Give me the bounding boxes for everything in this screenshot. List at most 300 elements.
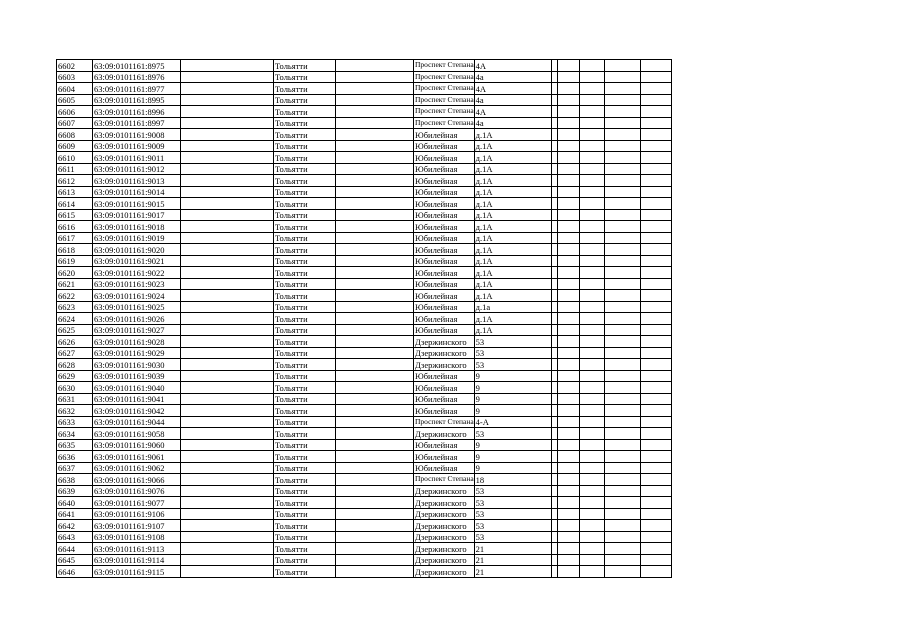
cell-number: 6624 [57,313,93,325]
cell-empty [640,267,671,279]
cell-house: 21 [474,566,551,578]
cell-number: 6621 [57,278,93,290]
cell-empty [557,186,579,198]
cell-empty [640,462,671,474]
cell-empty [579,347,604,359]
cell-empty [336,554,414,566]
cell-empty [336,474,414,486]
cell-empty [640,140,671,152]
cell-empty [579,508,604,520]
cell-number: 6637 [57,462,93,474]
cell-empty [579,359,604,371]
cell-house: д.1А [474,267,551,279]
cell-empty [579,175,604,187]
cell-cadastral: 63:09:0101161:9106 [93,508,181,520]
cell-empty [336,520,414,532]
cell-street: Дзержинского [414,359,475,371]
cell-empty [557,221,579,233]
cell-empty [557,175,579,187]
cell-empty [604,451,640,463]
cell-city: Тольятти [274,278,336,290]
cell-empty [336,508,414,520]
cell-empty [557,94,579,106]
cell-empty [557,485,579,497]
cell-street: Юбилейная [414,405,475,417]
table-row [57,313,672,325]
cell-house: 9 [474,451,551,463]
cell-street: Проспект Степана [415,416,474,426]
cell-street: Дзержинского [414,566,475,578]
cell-number: 6646 [57,566,93,578]
cell-empty [181,175,274,187]
cell-city: Тольятти [274,163,336,175]
cell-number: 6633 [57,416,93,428]
table-row [57,290,672,302]
cell-number: 6638 [57,474,93,486]
cell-empty [604,117,640,129]
cell-empty [640,393,671,405]
cell-empty [336,451,414,463]
cell-street: Дзержинского [414,531,475,543]
cell-empty [336,405,414,417]
cell-empty [181,474,274,486]
cell-empty [557,462,579,474]
cell-street: Дзержинского [414,520,475,532]
cell-empty [181,485,274,497]
cell-empty [604,393,640,405]
cell-city: Тольятти [274,267,336,279]
cell-empty [336,129,414,141]
cell-empty [557,71,579,83]
cell-empty [557,359,579,371]
cell-empty [579,462,604,474]
cell-house: 18 [474,474,551,486]
cell-cadastral: 63:09:0101161:9025 [93,301,181,313]
cell-empty [181,531,274,543]
cell-empty [579,278,604,290]
cell-empty [640,474,671,486]
cell-cadastral: 63:09:0101161:9014 [93,186,181,198]
cell-street: Юбилейная [414,301,475,313]
cell-number: 6618 [57,244,93,256]
cell-empty [604,508,640,520]
cell-empty [557,439,579,451]
cell-empty [557,198,579,210]
cell-city: Тольятти [274,531,336,543]
cell-empty [181,301,274,313]
cell-empty [181,60,274,72]
cell-empty [557,255,579,267]
cell-cadastral: 63:09:0101161:9023 [93,278,181,290]
cell-empty [557,370,579,382]
cell-city: Тольятти [274,140,336,152]
cell-empty [181,94,274,106]
cell-city: Тольятти [274,324,336,336]
cell-cadastral: 63:09:0101161:9021 [93,255,181,267]
cell-house: 53 [474,485,551,497]
cell-city: Тольятти [274,405,336,417]
cell-city: Тольятти [274,232,336,244]
cell-city: Тольятти [274,416,336,428]
cell-empty [579,313,604,325]
cell-empty [604,347,640,359]
cell-number: 6622 [57,290,93,302]
cell-house: 53 [474,520,551,532]
cell-number: 6630 [57,382,93,394]
cell-empty [181,382,274,394]
cell-empty [604,359,640,371]
table-row [57,221,672,233]
cell-city: Тольятти [274,474,336,486]
cell-cadastral: 63:09:0101161:9008 [93,129,181,141]
cell-city: Тольятти [274,439,336,451]
cell-city: Тольятти [274,71,336,83]
table-row [57,255,672,267]
cell-house: 9 [474,382,551,394]
cell-cadastral: 63:09:0101161:9020 [93,244,181,256]
cell-street: Юбилейная [414,290,475,302]
cell-street: Юбилейная [414,232,475,244]
cell-street: Юбилейная [414,140,475,152]
table-row [57,347,672,359]
cell-empty [640,347,671,359]
cell-street: Проспект Степана [415,71,474,81]
cell-empty [181,278,274,290]
cell-empty [579,163,604,175]
cell-cadastral: 63:09:0101161:8976 [93,71,181,83]
cell-empty [557,336,579,348]
table-row [57,370,672,382]
cell-cadastral: 63:09:0101161:9009 [93,140,181,152]
cell-house: 21 [474,554,551,566]
cell-empty [336,60,414,72]
cell-empty [640,71,671,83]
table-row [57,359,672,371]
cell-empty [336,175,414,187]
cell-number: 6620 [57,267,93,279]
cell-empty [336,336,414,348]
cell-street: Юбилейная [414,370,475,382]
cell-house: 53 [474,347,551,359]
table-row [57,267,672,279]
cell-empty [181,405,274,417]
cell-empty [640,451,671,463]
cell-empty [181,71,274,83]
cell-empty [181,439,274,451]
table-row [57,439,672,451]
cell-empty [604,60,640,72]
cell-empty [336,221,414,233]
cell-number: 6629 [57,370,93,382]
table-row [57,117,672,129]
cell-empty [579,60,604,72]
cell-empty [640,117,671,129]
cell-empty [181,462,274,474]
table-row [57,301,672,313]
cell-empty [579,336,604,348]
cell-cadastral: 63:09:0101161:8996 [93,106,181,118]
cell-empty [557,416,579,428]
cell-city: Тольятти [274,508,336,520]
cell-empty [181,83,274,95]
cell-house: д.1А [474,244,551,256]
cell-empty [604,94,640,106]
cell-house: д.1А [474,221,551,233]
table-row [57,71,672,83]
cell-city: Тольятти [274,209,336,221]
cell-empty [604,382,640,394]
cell-street: Юбилейная [414,313,475,325]
cell-empty [579,554,604,566]
cell-empty [579,520,604,532]
cell-empty [604,566,640,578]
cell-cadastral: 63:09:0101161:9028 [93,336,181,348]
cell-empty [640,428,671,440]
cell-house: 53 [474,531,551,543]
cell-empty [336,232,414,244]
cell-empty [640,255,671,267]
cell-empty [579,94,604,106]
cell-city: Тольятти [274,451,336,463]
cell-cadastral: 63:09:0101161:9077 [93,497,181,509]
cell-empty [579,186,604,198]
cell-street: Проспект Степана [415,94,474,104]
cell-empty [579,140,604,152]
cell-empty [604,267,640,279]
cell-empty [181,370,274,382]
cell-empty [604,416,640,428]
cell-empty [336,416,414,428]
cell-number: 6617 [57,232,93,244]
cell-empty [557,531,579,543]
cell-empty [579,129,604,141]
cell-empty [640,94,671,106]
table-row [57,94,672,106]
cell-empty [640,209,671,221]
cell-empty [579,497,604,509]
cell-number: 6627 [57,347,93,359]
cell-empty [557,508,579,520]
cell-house: д.1А [474,198,551,210]
cell-street: Юбилейная [414,198,475,210]
cell-empty [181,324,274,336]
cell-empty [557,129,579,141]
cell-empty [640,520,671,532]
cell-empty [336,393,414,405]
cell-empty [557,393,579,405]
cell-empty [336,531,414,543]
cell-empty [579,117,604,129]
cell-empty [557,451,579,463]
cell-house: 4а [474,94,551,106]
table-row [57,508,672,520]
cell-street: Проспект Степана [415,106,474,115]
cell-empty [579,474,604,486]
cell-empty [557,209,579,221]
cell-city: Тольятти [274,290,336,302]
cell-cadastral: 63:09:0101161:9019 [93,232,181,244]
cell-empty [604,543,640,555]
cell-house: 53 [474,359,551,371]
table-row [57,416,672,428]
cell-number: 6604 [57,83,93,95]
table-row [57,382,672,394]
cell-empty [557,290,579,302]
cell-cadastral: 63:09:0101161:9107 [93,520,181,532]
cell-empty [336,71,414,83]
cell-empty [579,71,604,83]
cell-street: Юбилейная [414,462,475,474]
cell-cadastral: 63:09:0101161:9042 [93,405,181,417]
cell-city: Тольятти [274,129,336,141]
cell-number: 6641 [57,508,93,520]
table-row [57,163,672,175]
cell-city: Тольятти [274,186,336,198]
table-row [57,566,672,578]
cell-cadastral: 63:09:0101161:8975 [93,60,181,72]
cell-empty [604,71,640,83]
cell-empty [557,520,579,532]
cell-street: Проспект Степана [415,474,474,483]
cell-empty [640,221,671,233]
cell-empty [640,106,671,118]
cell-empty [604,106,640,118]
cell-empty [336,106,414,118]
cell-number: 6608 [57,129,93,141]
cell-number: 6609 [57,140,93,152]
table-row [57,175,672,187]
cell-empty [336,462,414,474]
cell-number: 6625 [57,324,93,336]
table-row [57,520,672,532]
cell-house: д.1А [474,186,551,198]
cell-city: Тольятти [274,393,336,405]
table-row [57,198,672,210]
cell-street: Юбилейная [414,129,475,141]
cell-empty [579,393,604,405]
cell-empty [336,198,414,210]
cell-house: д.1А [474,209,551,221]
cell-empty [579,485,604,497]
cell-empty [604,175,640,187]
cell-street: Юбилейная [414,221,475,233]
cell-empty [604,186,640,198]
cell-empty [336,439,414,451]
cell-street: Дзержинского [414,428,475,440]
cell-empty [557,428,579,440]
cell-city: Тольятти [274,198,336,210]
cell-house: д.1А [474,255,551,267]
cell-empty [640,163,671,175]
cell-cadastral: 63:09:0101161:9044 [93,416,181,428]
cell-number: 6614 [57,198,93,210]
cell-empty [336,94,414,106]
cell-street: Дзержинского [414,336,475,348]
cell-cadastral: 63:09:0101161:9062 [93,462,181,474]
cell-house: 21 [474,543,551,555]
cell-empty [640,278,671,290]
cell-empty [579,267,604,279]
cell-street: Юбилейная [414,175,475,187]
cell-empty [640,60,671,72]
table-row [57,554,672,566]
table-row [57,60,672,72]
cell-empty [640,508,671,520]
cell-empty [336,163,414,175]
cell-empty [640,301,671,313]
cell-empty [336,370,414,382]
cell-empty [640,244,671,256]
table-row [57,129,672,141]
cell-empty [640,370,671,382]
cell-empty [181,451,274,463]
cell-number: 6623 [57,301,93,313]
table-row [57,83,672,95]
cell-empty [604,198,640,210]
cell-number: 6643 [57,531,93,543]
cell-empty [336,83,414,95]
cell-empty [336,301,414,313]
cell-house: 4а [474,117,551,129]
cell-cadastral: 63:09:0101161:9015 [93,198,181,210]
cell-number: 6632 [57,405,93,417]
cell-empty [181,543,274,555]
cell-empty [579,324,604,336]
cell-city: Тольятти [274,301,336,313]
cell-empty [336,497,414,509]
cell-cadastral: 63:09:0101161:9060 [93,439,181,451]
cell-empty [579,451,604,463]
cell-empty [181,497,274,509]
cell-empty [181,508,274,520]
cell-empty [181,554,274,566]
cell-empty [579,209,604,221]
cell-street: Дзержинского [414,508,475,520]
cell-number: 6626 [57,336,93,348]
cell-cadastral: 63:09:0101161:9026 [93,313,181,325]
cell-empty [181,186,274,198]
table-row [57,451,672,463]
cell-cadastral: 63:09:0101161:9017 [93,209,181,221]
cell-empty [336,117,414,129]
cell-city: Тольятти [274,255,336,267]
cell-empty [579,83,604,95]
cell-empty [336,347,414,359]
cell-number: 6634 [57,428,93,440]
cell-empty [181,313,274,325]
cell-cadastral: 63:09:0101161:9058 [93,428,181,440]
cell-empty [557,543,579,555]
cell-house: д.1А [474,175,551,187]
cell-empty [604,290,640,302]
cell-empty [640,566,671,578]
cell-cadastral: 63:09:0101161:8997 [93,117,181,129]
cell-house: 9 [474,405,551,417]
cell-street: Юбилейная [414,152,475,164]
cell-house: 9 [474,462,551,474]
cell-street: Юбилейная [414,186,475,198]
cell-house: 4А [474,106,551,118]
cell-empty [336,152,414,164]
cell-cadastral: 63:09:0101161:9061 [93,451,181,463]
cell-empty [579,106,604,118]
cell-house: 9 [474,370,551,382]
table-row [57,405,672,417]
cell-number: 6606 [57,106,93,118]
cell-empty [557,140,579,152]
cell-empty [181,221,274,233]
cell-cadastral: 63:09:0101161:9018 [93,221,181,233]
